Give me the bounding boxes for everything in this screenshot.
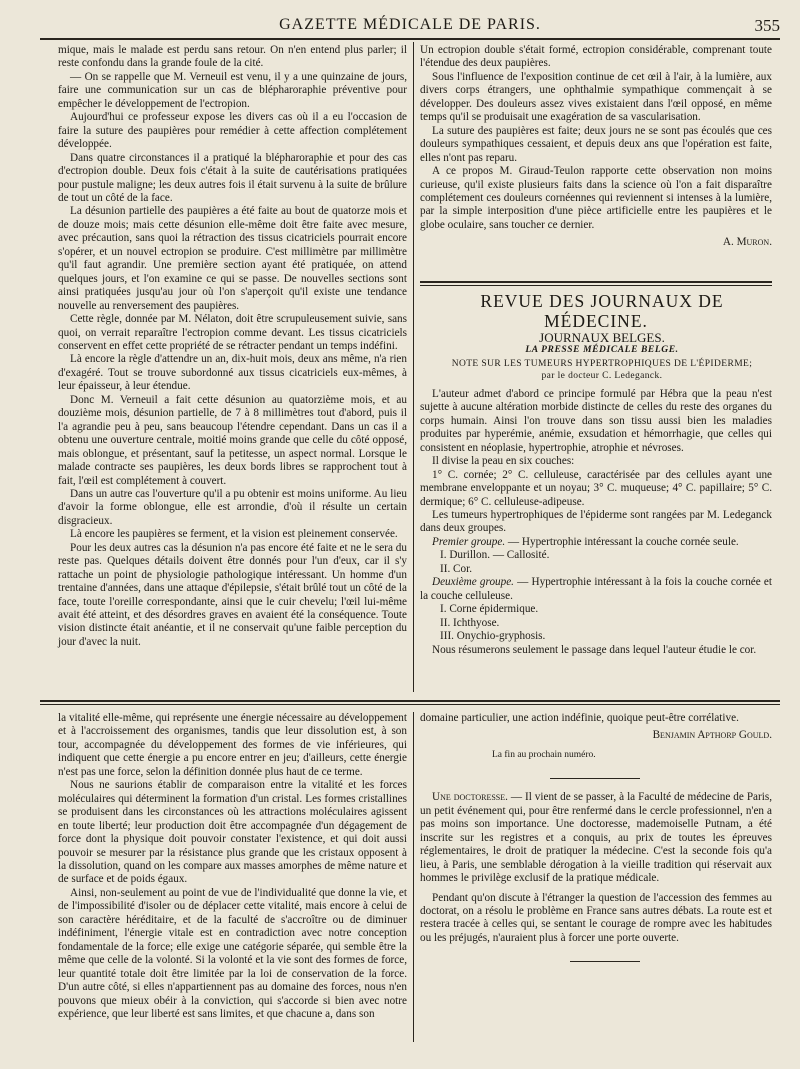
group-heading — [420, 536, 772, 549]
paragraph: — On se rappelle que M. Verneuil est venu, il y a une quinzaine de jours, faire une communication sur un cas de blépharoraphie préventive pour empêcher le développement de l'ectropion. — [58, 70, 407, 110]
list-item: II. Cor. — [440, 562, 473, 575]
review-section — [420, 291, 772, 657]
right-column-top — [420, 44, 772, 250]
review-rule-top — [420, 281, 772, 283]
column-divider-top — [413, 42, 414, 692]
paragraph: La désunion partielle des paupières a été faite au bout de quatorze mois et de douze mois; mais cette désunion elle-même doit être faite avec mesure, avec précaution, sans quoi la rétraction des tissus cicatriciels pourrait encore s'opérer, et un nouvel ectropion se produire. C'est millimètre par millimètre qu'il faut agrandir. Une première section ayant été pratiquée, on attend quelques jours, et l'on examine ce qui se passe. De nouvelles sections sont ainsi pratiquées jusqu'au jour où l'on s'aperçoit qu'il existe une tendance nouvelle au renversement des paupières. — [58, 205, 407, 312]
page-number: 355 — [754, 16, 780, 35]
group-list — [420, 549, 772, 576]
paragraph: Là encore la règle d'attendre un an, dix-huit mois, deux ans même, n'a rien d'exagéré. Tout se trouve subordonné aux tissus cicatriciels eux-mêmes, à leur épaisseur, à leur étendue. — [58, 353, 407, 393]
group-list — [420, 603, 772, 643]
group-label: Premier groupe. — [432, 535, 506, 548]
list-item: I. Durillon. — Callosité. — [440, 549, 550, 562]
paragraph: Sous l'influence de l'exposition continue de cet œil à l'air, à la lumière, aux divers corps étrangers, une ophthalmie sympathique commençait à se développer. Des douleurs assez vives existaient dans l'œil opposé, en même temps qu'il se produisait une exagération de sa vascularisation. — [420, 70, 772, 124]
paragraph: domaine particulier, une action indéfinie, quoique peut-être corrélative. — [420, 712, 739, 724]
author-signature: Benjamin Apthorp Gould. — [652, 729, 772, 742]
review-subtitle: JOURNAUX BELGES. — [539, 330, 665, 345]
paragraph: Dans un autre cas l'ouverture qu'il a pu obtenir est moins uniforme. Au lieu d'avoir la forme oblongue, elle est arrondie, d'où il résulte un certain disgracieux. — [58, 487, 407, 527]
review-rule-top-thin — [420, 285, 772, 286]
header-rule — [40, 38, 780, 40]
paragraph: La suture des paupières est faite; deux jours ne se sont pas écoulés que ces douleurs sympathiques cessaient, et depuis deux ans que l'opération est faite, elles n'ont pas reparu. — [420, 124, 772, 164]
paragraph: Il divise la peau en six couches: — [432, 455, 575, 468]
section-rule-thin — [40, 704, 780, 705]
paragraph: Pendant qu'on discute à l'étranger la question de l'accession des femmes au doctorat, on a résolu le problème en France sans autres débats. La route est et restera tracée à celles qui, se sentant le courage de rompre avec les habitudes ou les préjugés, n'auraient plus à forcer une porte ouverte. — [420, 891, 772, 944]
news-lead: Une doctoresse. — [432, 791, 508, 804]
press-heading: LA PRESSE MÉDICALE BELGE. — [525, 345, 679, 356]
paragraph: Pour les deux autres cas la désunion n'a pas encore été faite et ne le sera du reste pas. Quelques détails doivent être donnés pour l'un d'eux, car il s'y rattache un point de physiologie pathologique intéressant. Un homme d'un trentaine d'années, dans une attaque d'épilepsie, s'était brûlé tout un côté de la face, toute l'oreille correspondante, ainsi que le cuir chevelu; l'œil lui-même avait été atteint, et des désordres graves en avaient été la conséquence. Toute vision distincte était anéantie, et il ne conservait qu'une faible perception du jour d'avec la nuit. — [58, 541, 407, 648]
paragraph: la vitalité elle-même, qui représente une énergie nécessaire au développement et à l'accroissement des organismes, tandis que leur dissolution est, à son tour, accompagnée du développement des formes de vie inférieures, qui indiquent que cette énergie a pu encore entrer en jeu; d'ailleurs, cette énergie n'est pas une force, selon la définition donnée plus haut de ce terme. — [58, 712, 407, 778]
list-item: III. Onychio-gryphosis. — [440, 630, 546, 643]
journal-title: GAZETTE MÉDICALE DE PARIS. — [279, 16, 541, 33]
group-heading — [420, 576, 772, 603]
article-author: par le docteur C. Ledeganck. — [541, 370, 663, 381]
paragraph — [420, 791, 772, 885]
paragraph: Cette règle, donnée par M. Nélaton, doit être scrupuleusement suivie, sans quoi, on verrait reparaître l'ectropion comme devant. Les tissus cicatriciels conservent en effet cette propriété de se rétracter pendant un temps indéfini. — [58, 313, 407, 352]
right-column-bottom — [420, 712, 772, 962]
paragraph: 1° C. cornée; 2° C. celluleuse, caractérisée par des cellules ayant une membrane enveloppante et un noyau; 3° C. muqueuse; 4° C. papillaire; 5° C. dermique; 6° C. celluleuse-adipeuse. — [420, 468, 772, 508]
group-text: — Hypertrophie intéressant la couche cornée seule. — [505, 535, 739, 548]
paragraph: L'auteur admet d'abord ce principe formulé par Hébra que la peau n'est sujette à aucune altération morbide distincte de celles du reste des organes du corps humain. Ainsi l'on trouve dans son tissu aussi bien les maladies produites par hyperémie, anémie, exsudation et hémorrhagie, que celles qui consistent en néoplasie, hypertrophie, atrophie et névroses. — [420, 387, 772, 454]
author-signature: A. Muron. — [722, 236, 772, 249]
group-text: — Hypertrophie intéressant à la fois la couche cornée et la couche celluleuse. — [420, 576, 772, 602]
paragraph: mique, mais le malade est perdu sans retour. On n'en entend plus parler; il reste confondu dans la grande foule de la cité. — [58, 44, 407, 70]
column-divider-bottom — [413, 712, 414, 1042]
short-rule — [570, 961, 640, 962]
review-title: REVUE DES JOURNAUX DE MÉDECINE. — [480, 291, 724, 331]
paragraph: Les tumeurs hypertrophiques de l'épiderme sont rangées par M. Ledeganck dans deux groupes. — [420, 508, 772, 535]
page-header — [40, 10, 780, 36]
continuation-note: La fin au prochain numéro. — [492, 749, 596, 760]
short-rule — [550, 778, 640, 779]
list-item: II. Ichthyose. — [440, 616, 500, 629]
paragraph: Là encore les paupières se ferment, et la vision est pleinement conservée. — [70, 528, 398, 541]
paragraph: Dans quatre circonstances il a pratiqué la blépharoraphie et pour des cas d'ectropion double. Deux fois c'était à la suite de cautérisations pratiquées pour pustule maligne; les deux autres fois il était survenu à la suite de brûlure de tout un côté de la face. — [58, 151, 407, 204]
left-column-top — [58, 44, 407, 649]
article-title: NOTE SUR LES TUMEURS HYPERTROPHIQUES DE L'ÉPIDERME; — [451, 358, 753, 369]
paragraph: Aujourd'hui ce professeur expose les divers cas où il a eu l'occasion de faire la suture des paupières pour remédier à cette affection complétement développée. — [58, 111, 407, 151]
paragraph: Nous résumerons seulement le passage dans lequel l'auteur étudie le cor. — [432, 643, 757, 656]
news-text: — Il vient de se passer, à la Faculté de médecine de Paris, un petit événement qui, pour être renfermé dans le cercle professionnel, n'en a pas moins son importance. Une doctoresse, mademoiselle Putnam, a été inscrite sur les registres et a conquis, au prix de toutes les épreuves réglementaires, le droit de pratiquer la médecine. C'est la seconde fois qu'a lieu, à Paris, une semblable dérogation à la vieille tradition qui réservait aux hommes le privilège exclusif de la pratique médicale. — [420, 791, 772, 885]
paragraph: Un ectropion double s'était formé, ectropion considérable, comprenant toute l'étendue des deux paupières. — [420, 44, 772, 70]
section-rule — [40, 700, 780, 702]
paragraph: Donc M. Verneuil a fait cette désunion au quatorzième mois, et au douzième mois, désunion partielle, de 7 à 8 millimètres tout d'abord, puis il l'a agrandie peu à peu, sans beaucoup l'étendre cependant. Dans un cas il a obtenu une ouverture centrale, moitié moins grande que celle du côté opposé, mais oblongue, et présentant, sauf la petitesse, un aspect normal. Lorsque le malade contracte ses paupières, les deux bords libres se rapprochent tout à fait, l'œil est complétement à couvert. — [58, 393, 407, 487]
paragraph: Nous ne saurions établir de comparaison entre la vitalité et les forces moléculaires qui déterminent la formation d'un cristal. Les formes cristallines se produisent dans les circonstances où les attractions moléculaires agissent en toute liberté; leur production doit être accompagnée d'un dégagement de force dont la physique doit pouvoir constater l'existence, et qui doit aussi pouvoir se mesurer par la résistance plus grande que les cristaux opposent à la dissolution, quand on les compare aux masses amorphes de même nature et de surface et de poids égaux. — [58, 779, 407, 886]
group-label: Deuxième groupe. — [432, 576, 514, 589]
paragraph: A ce propos M. Giraud-Teulon rapporte cette observation non moins curieuse, qu'il existe plusieurs faits dans la science où l'on a fait disparaître complétement ces douleurs cornéennes qui reviennent si intenses à la lumière, par la simple interposition d'une pièce artificielle entre les paupières et le globe oculaire, sans toucher ce dernier. — [420, 165, 772, 231]
paragraph: Ainsi, non-seulement au point de vue de l'individualité que donne la vie, et de l'impossibilité d'isoler ou de déplacer cette vitalité, mais encore à celui de son caractère héréditaire, et de la faculté de s'accroître ou de diminuer indéfiniment, l'énergie vitale est en contradiction avec notre conception fondamentale de la force; elle exige une catégorie séparée, qui semble être la même que celle de la volonté. Si la volonté et la vie sont des formes de force, leur quantité totale doit être limitée par la loi de conservation de la force. D'un autre côté, si elles n'appartiennent pas au domaine des forces, nous n'en pouvons que mieux obéir à la conviction, qui s'accorde si bien avec notre expérience, que leur liberté est sans limites, et que chacune a, dans son — [58, 886, 407, 1020]
list-item: I. Corne épidermique. — [440, 603, 539, 616]
left-column-bottom — [58, 712, 407, 1021]
